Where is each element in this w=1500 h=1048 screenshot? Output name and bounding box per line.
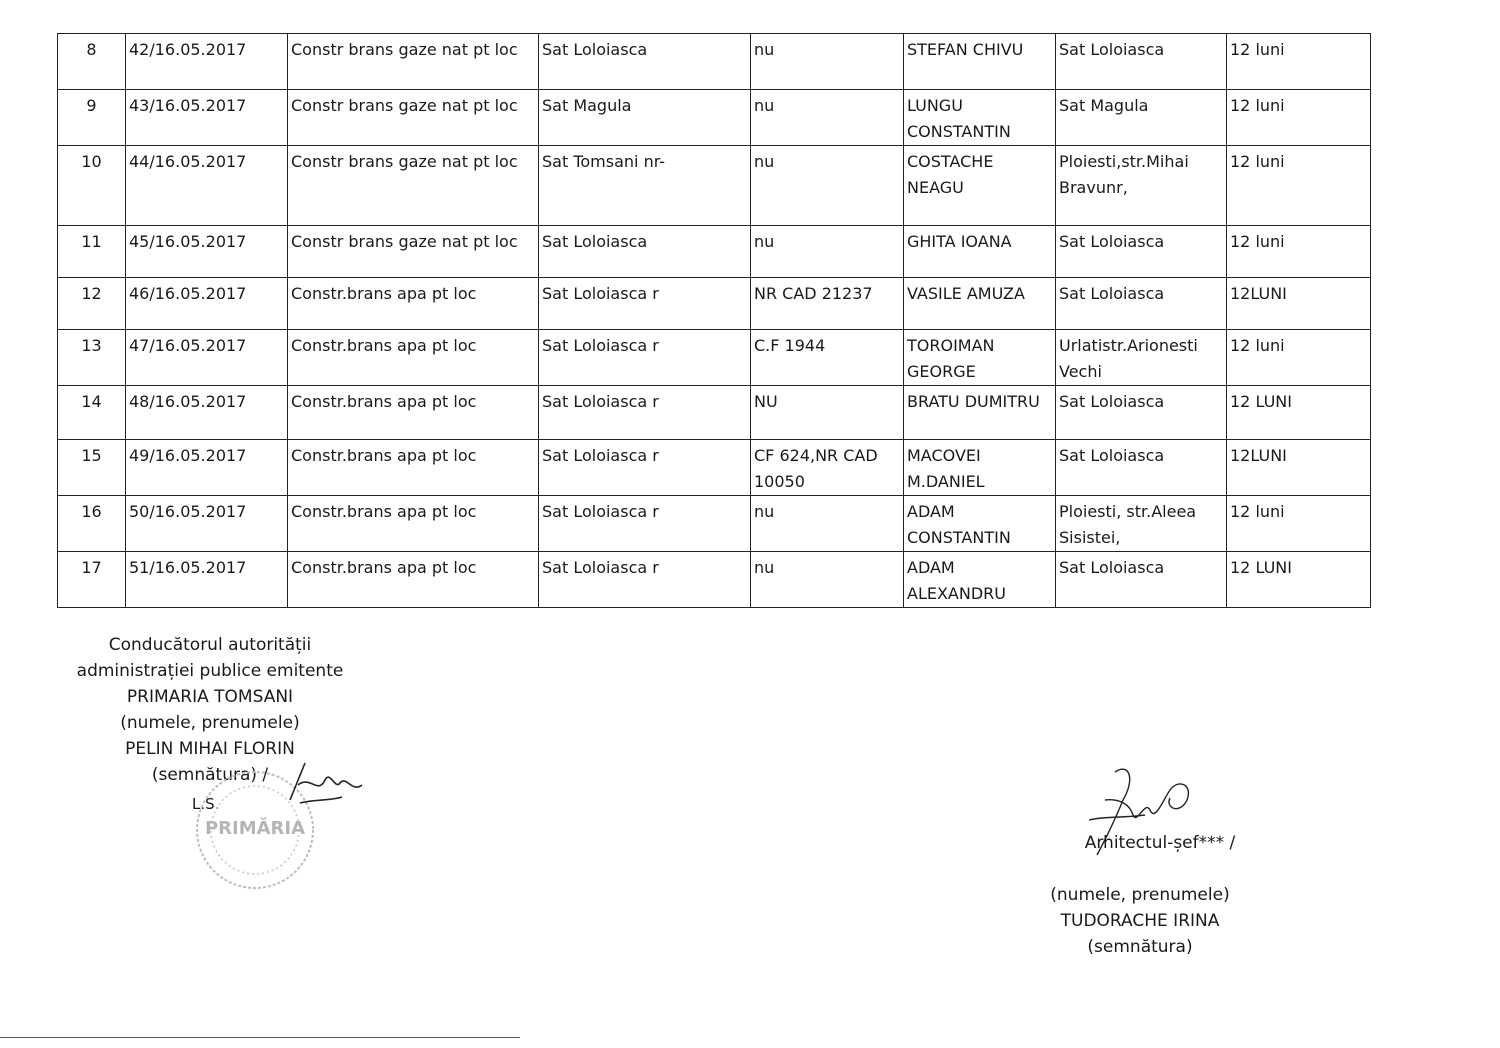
cell-valid: 12 luni bbox=[1227, 34, 1371, 90]
cell-name: ADAM ALEXANDRU bbox=[904, 552, 1056, 608]
issuer-subtitle: administrației publice emitente bbox=[76, 661, 344, 681]
cell-cert: 48/16.05.2017 bbox=[126, 386, 288, 440]
cell-resid: Ploiesti, str.Aleea Sisistei, bbox=[1056, 496, 1227, 552]
cell-valid: 12 luni bbox=[1227, 226, 1371, 278]
issuer-institution: PRIMARIA TOMSANI bbox=[126, 687, 294, 707]
cell-addr: Sat Loloiasca r bbox=[539, 330, 751, 386]
cell-addr: Sat Magula bbox=[539, 90, 751, 146]
issuer-signature-label: (semnătura) / bbox=[151, 765, 269, 785]
cell-addr: Sat Loloiasca r bbox=[539, 496, 751, 552]
cell-nr: 12 bbox=[58, 278, 126, 330]
cell-cert: 46/16.05.2017 bbox=[126, 278, 288, 330]
cell-addr: Sat Loloiasca r bbox=[539, 386, 751, 440]
cell-nr: 11 bbox=[58, 226, 126, 278]
cell-obj: Constr brans gaze nat pt loc bbox=[288, 226, 539, 278]
ls-mark: L.S. bbox=[192, 795, 220, 813]
table-row bbox=[58, 386, 1371, 440]
cell-name: TOROIMAN GEORGE bbox=[904, 330, 1056, 386]
table-row bbox=[58, 440, 1371, 496]
cell-cad: nu bbox=[751, 90, 904, 146]
cell-valid: 12 LUNI bbox=[1227, 552, 1371, 608]
cell-cad: nu bbox=[751, 552, 904, 608]
cell-resid: Sat Loloiasca bbox=[1056, 226, 1227, 278]
cell-name: MACOVEI M.DANIEL bbox=[904, 440, 1056, 496]
table-row bbox=[58, 330, 1371, 386]
cell-name: BRATU DUMITRU bbox=[904, 386, 1056, 440]
cell-valid: 12 luni bbox=[1227, 90, 1371, 146]
cell-nr: 15 bbox=[58, 440, 126, 496]
cell-obj: Constr brans gaze nat pt loc bbox=[288, 34, 539, 90]
cell-cert: 50/16.05.2017 bbox=[126, 496, 288, 552]
cell-valid: 12 luni bbox=[1227, 496, 1371, 552]
cell-obj: Constr brans gaze nat pt loc bbox=[288, 90, 539, 146]
cell-addr: Sat Loloiasca r bbox=[539, 440, 751, 496]
table-row bbox=[58, 146, 1371, 226]
certificates-table bbox=[57, 33, 1371, 608]
architect-name-label: (numele, prenumele) bbox=[1050, 885, 1230, 905]
cell-addr: Sat Loloiasca r bbox=[539, 278, 751, 330]
cell-nr: 16 bbox=[58, 496, 126, 552]
cell-name: VASILE AMUZA bbox=[904, 278, 1056, 330]
cell-cad: nu bbox=[751, 226, 904, 278]
cell-valid: 12 luni bbox=[1227, 146, 1371, 226]
table-row bbox=[58, 496, 1371, 552]
cell-cert: 47/16.05.2017 bbox=[126, 330, 288, 386]
cell-valid: 12 LUNI bbox=[1227, 386, 1371, 440]
footer-divider bbox=[0, 1037, 520, 1038]
cell-nr: 8 bbox=[58, 34, 126, 90]
cell-valid: 12 luni bbox=[1227, 330, 1371, 386]
cell-cert: 49/16.05.2017 bbox=[126, 440, 288, 496]
cell-cad: NU bbox=[751, 386, 904, 440]
cell-resid: Sat Loloiasca bbox=[1056, 552, 1227, 608]
cell-obj: Constr.brans apa pt loc bbox=[288, 552, 539, 608]
cell-valid: 12LUNI bbox=[1227, 278, 1371, 330]
cell-obj: Constr.brans apa pt loc bbox=[288, 278, 539, 330]
table-row bbox=[58, 34, 1371, 90]
architect-signature-block bbox=[1025, 830, 1255, 960]
cell-name: COSTACHE NEAGU bbox=[904, 146, 1056, 226]
cell-cad: nu bbox=[751, 146, 904, 226]
table-row bbox=[58, 226, 1371, 278]
cell-cad: C.F 1944 bbox=[751, 330, 904, 386]
cell-cert: 51/16.05.2017 bbox=[126, 552, 288, 608]
cell-resid: Sat Loloiasca bbox=[1056, 386, 1227, 440]
cell-name: GHITA IOANA bbox=[904, 226, 1056, 278]
issuer-name-label: (numele, prenumele) bbox=[120, 713, 300, 733]
table-row bbox=[58, 90, 1371, 146]
cell-cad: nu bbox=[751, 34, 904, 90]
cell-obj: Constr.brans apa pt loc bbox=[288, 440, 539, 496]
cell-nr: 17 bbox=[58, 552, 126, 608]
cell-valid: 12LUNI bbox=[1227, 440, 1371, 496]
cell-cad: CF 624,NR CAD 10050 bbox=[751, 440, 904, 496]
cell-nr: 9 bbox=[58, 90, 126, 146]
signature-scribble-icon bbox=[280, 755, 370, 810]
cell-resid: Sat Loloiasca bbox=[1056, 440, 1227, 496]
cell-nr: 13 bbox=[58, 330, 126, 386]
cell-obj: Constr.brans apa pt loc bbox=[288, 330, 539, 386]
cell-cert: 43/16.05.2017 bbox=[126, 90, 288, 146]
cell-addr: Sat Tomsani nr- bbox=[539, 146, 751, 226]
issuer-name: PELIN MIHAI FLORIN bbox=[125, 739, 295, 759]
cell-addr: Sat Loloiasca bbox=[539, 226, 751, 278]
cell-name: STEFAN CHIVU bbox=[904, 34, 1056, 90]
cell-cert: 42/16.05.2017 bbox=[126, 34, 288, 90]
architect-signature-label: (semnătura) bbox=[1087, 937, 1193, 957]
cell-obj: Constr brans gaze nat pt loc bbox=[288, 146, 539, 226]
issuer-title: Conducătorul autorității bbox=[108, 635, 312, 655]
cell-cad: nu bbox=[751, 496, 904, 552]
cell-addr: Sat Loloiasca r bbox=[539, 552, 751, 608]
table-row bbox=[58, 278, 1371, 330]
cell-nr: 14 bbox=[58, 386, 126, 440]
cell-resid: Urlatistr.Arionesti Vechi bbox=[1056, 330, 1227, 386]
cell-resid: Sat Loloiasca bbox=[1056, 34, 1227, 90]
architect-name: TUDORACHE IRINA bbox=[1060, 911, 1220, 931]
cell-name: ADAM CONSTANTIN bbox=[904, 496, 1056, 552]
stamp-text: PRIMĂRIA bbox=[204, 818, 306, 839]
cell-nr: 10 bbox=[58, 146, 126, 226]
cell-cert: 44/16.05.2017 bbox=[126, 146, 288, 226]
cell-obj: Constr.brans apa pt loc bbox=[288, 386, 539, 440]
cell-obj: Constr.brans apa pt loc bbox=[288, 496, 539, 552]
cell-cad: NR CAD 21237 bbox=[751, 278, 904, 330]
cell-name: LUNGU CONSTANTIN bbox=[904, 90, 1056, 146]
cell-cert: 45/16.05.2017 bbox=[126, 226, 288, 278]
cell-resid: Sat Magula bbox=[1056, 90, 1227, 146]
cell-resid: Ploiesti,str.Mihai Bravunr, bbox=[1056, 146, 1227, 226]
cell-addr: Sat Loloiasca bbox=[539, 34, 751, 90]
cell-resid: Sat Loloiasca bbox=[1056, 278, 1227, 330]
architect-title: Arhitectul-șef*** / bbox=[1084, 833, 1236, 853]
table-row bbox=[58, 552, 1371, 608]
